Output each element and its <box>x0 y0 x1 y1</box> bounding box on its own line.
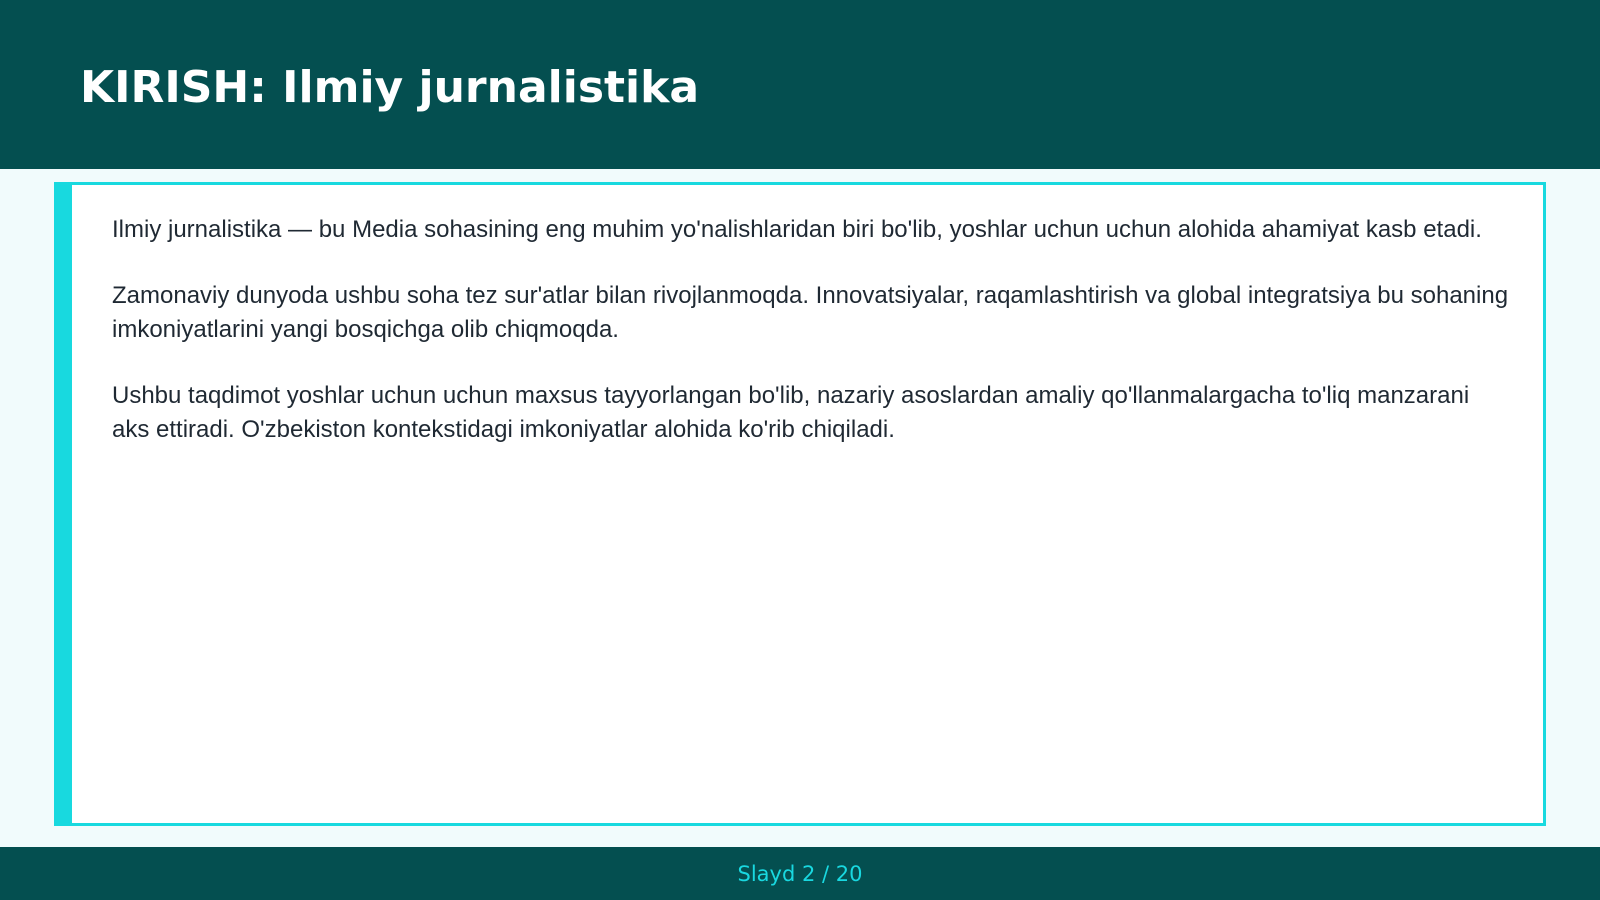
slide-body-text <box>112 213 1512 479</box>
slide-footer <box>0 847 1600 900</box>
intro-paragraph: Ilmiy jurnalistika — bu Media sohasining eng muhim yo'nalishlaridan biri bo'lib, yoshlar uchun uchun alohida ahamiyat kasb etadi. <box>112 216 1482 243</box>
slide-header <box>0 0 1600 169</box>
slide-title: KIRISH: Ilmiy jurnalistika <box>80 62 700 113</box>
development-paragraph: Zamonaviy dunyoda ushbu soha tez sur'atlar bilan rivojlanmoqda. Innovatsiyalar, raqamlashtirish va global integratsiya bu sohaning imkoniyatlarini yangi bosqichga olib chiqmoqda. <box>112 282 1509 343</box>
presentation-purpose-paragraph: Ushbu taqdimot yoshlar uchun uchun maxsus tayyorlangan bo'lib, nazariy asoslardan amaliy qo'llanmalargacha to'liq manzarani aks ettiradi. O'zbekiston kontekstidagi imkoniyatlar alohida ko'rib chiqiladi. <box>112 382 1470 443</box>
slide-number: Slayd 2 / 20 <box>737 862 863 886</box>
content-card <box>54 182 1546 826</box>
